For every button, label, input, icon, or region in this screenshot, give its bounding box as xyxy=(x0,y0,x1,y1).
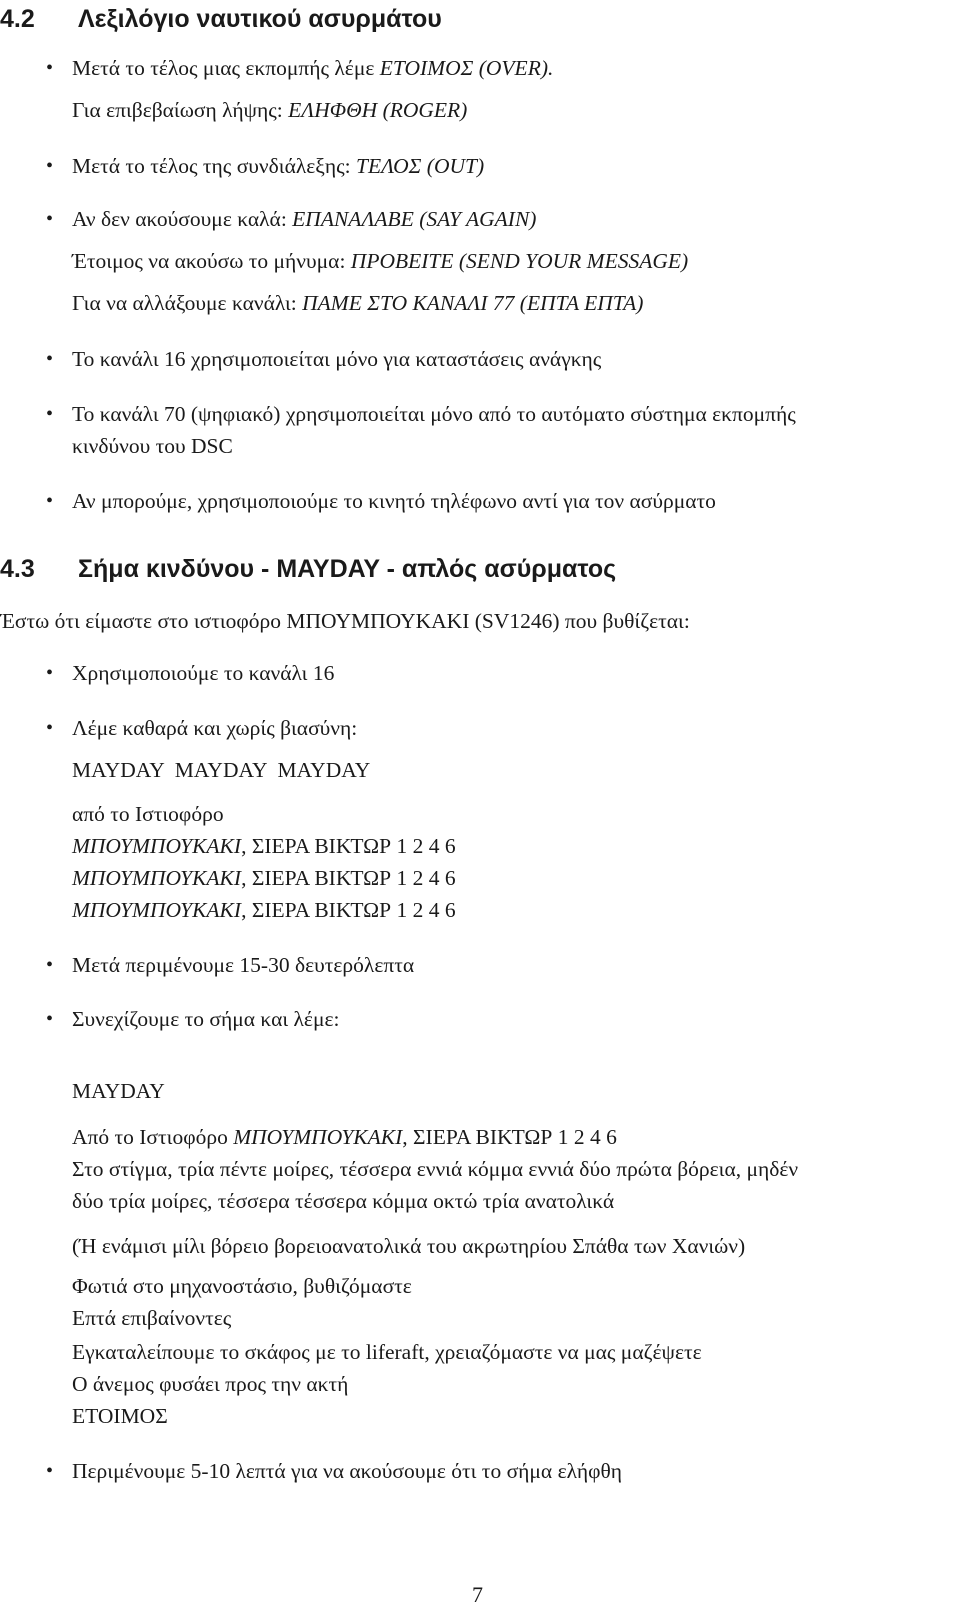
page-number: 7 xyxy=(472,1582,483,1607)
mayday-word: MAYDAY xyxy=(72,1079,165,1103)
section-title: Σήμα κινδύνου - MAYDAY - απλός ασύρματος xyxy=(78,555,617,583)
list-item: Περιμένουμε 5-10 λεπτά για να ακούσουμε ότι το σήμα ελήφθη xyxy=(72,1459,623,1483)
intro-paragraph: Έστω ότι είμαστε στο ιστιοφόρο ΜΠΟΥΜΠΟΥΚΑΚΙ (SV1246) που βυθίζεται: xyxy=(0,609,690,633)
section-title: Λεξιλόγιο ναυτικού ασυρμάτου xyxy=(78,5,442,33)
bullet-icon: • xyxy=(46,490,54,512)
bullet-icon: • xyxy=(46,1460,54,1482)
list-item: Μετά το τέλος της συνδιάλεξης: ΤΕΛΟΣ (OUT) xyxy=(72,154,485,178)
list-item: Μετά το τέλος μιας εκπομπής λέμε ΕΤΟΙΜΟΣ (OVER). xyxy=(72,56,554,80)
list-item: Το κανάλι 16 χρησιμοποιείται μόνο για καταστάσεις ανάγκης xyxy=(72,347,602,371)
list-item-continuation: Για να αλλάξουμε κανάλι: ΠΑΜΕ ΣΤΟ ΚΑΝΑΛΙ 77 (ΕΠΤΑ ΕΠΤΑ) xyxy=(72,291,644,315)
list-item: Το κανάλι 70 (ψηφιακό) χρησιμοποιείται μόνο από το αυτόματο σύστημα εκπομπής xyxy=(72,402,796,426)
list-item-continuation: Έτοιμος να ακούσω το μήνυμα: ΠΡΟΒΕΙΤΕ (SEND YOUR MESSAGE) xyxy=(72,249,689,273)
message-line: Εγκαταλείπουμε το σκάφος με το liferaft, χρειαζόμαστε να μας μαζέψετε xyxy=(72,1340,702,1364)
bullet-icon: • xyxy=(46,662,54,684)
bullet-icon: • xyxy=(46,208,54,230)
message-line: Φωτιά στο μηχανοστάσιο, βυθιζόμαστε xyxy=(72,1274,412,1298)
message-line: Επτά επιβαίνοντες xyxy=(72,1306,232,1330)
list-item: Συνεχίζουμε το σήμα και λέμε: xyxy=(72,1007,340,1031)
message-line: Ο άνεμος φυσάει προς την ακτή xyxy=(72,1372,349,1396)
bullet-icon: • xyxy=(46,403,54,425)
position-alternative: (Ή ενάμισι μίλι βόρειο βορειοανατολικά του ακρωτηρίου Σπάθα των Χανιών) xyxy=(72,1234,746,1258)
bullet-icon: • xyxy=(46,348,54,370)
list-item: Αν μπορούμε, χρησιμοποιούμε το κινητό τηλέφωνο αντί για τον ασύρματο xyxy=(72,489,716,513)
position-line: Στο στίγμα, τρία πέντε μοίρες, τέσσερα εννιά κόμμα εννιά δύο πρώτα βόρεια, μηδέν xyxy=(72,1157,799,1181)
callsign-line: ΜΠΟΥΜΠΟΥΚΑΚΙ, ΣΙΕΡΑ ΒΙΚΤΩΡ 1 2 4 6 xyxy=(72,898,456,922)
from-sailboat-line: Από το Ιστιοφόρο ΜΠΟΥΜΠΟΥΚΑΚΙ, ΣΙΕΡΑ ΒΙΚΤΩΡ 1 2 4 6 xyxy=(72,1125,617,1149)
message-line: ΕΤΟΙΜΟΣ xyxy=(72,1404,168,1428)
list-item-continuation: Για επιβεβαίωση λήψης: ΕΛΗΦΘΗ (ROGER) xyxy=(72,98,468,122)
callsign-line: ΜΠΟΥΜΠΟΥΚΑΚΙ, ΣΙΕΡΑ ΒΙΚΤΩΡ 1 2 4 6 xyxy=(72,834,456,858)
bullet-icon: • xyxy=(46,717,54,739)
callsign-line: ΜΠΟΥΜΠΟΥΚΑΚΙ, ΣΙΕΡΑ ΒΙΚΤΩΡ 1 2 4 6 xyxy=(72,866,456,890)
bullet-icon: • xyxy=(46,155,54,177)
bullet-icon: • xyxy=(46,1008,54,1030)
bullet-icon: • xyxy=(46,954,54,976)
section-number: 4.2 xyxy=(0,5,35,33)
list-item: Λέμε καθαρά και χωρίς βιασύνη: xyxy=(72,716,358,740)
section-4-2-heading xyxy=(0,4,442,34)
section-4-3-heading xyxy=(0,554,616,584)
bullet-icon: • xyxy=(46,57,54,79)
position-line: δύο τρία μοίρες, τέσσερα τέσσερα κόμμα οκτώ τρία ανατολικά xyxy=(72,1189,615,1213)
section-number: 4.3 xyxy=(0,555,35,583)
from-line: από το Ιστιοφόρο xyxy=(72,802,224,826)
list-item: Αν δεν ακούσουμε καλά: ΕΠΑΝΑΛΑΒΕ (SAY AGAIN) xyxy=(72,207,537,231)
mayday-call: MAYDAY MAYDAY MAYDAY xyxy=(72,758,371,782)
list-item: Μετά περιμένουμε 15-30 δευτερόλεπτα xyxy=(72,953,415,977)
list-item: Χρησιμοποιούμε το κανάλι 16 xyxy=(72,661,335,685)
list-item-continuation: κινδύνου του DSC xyxy=(72,434,233,458)
